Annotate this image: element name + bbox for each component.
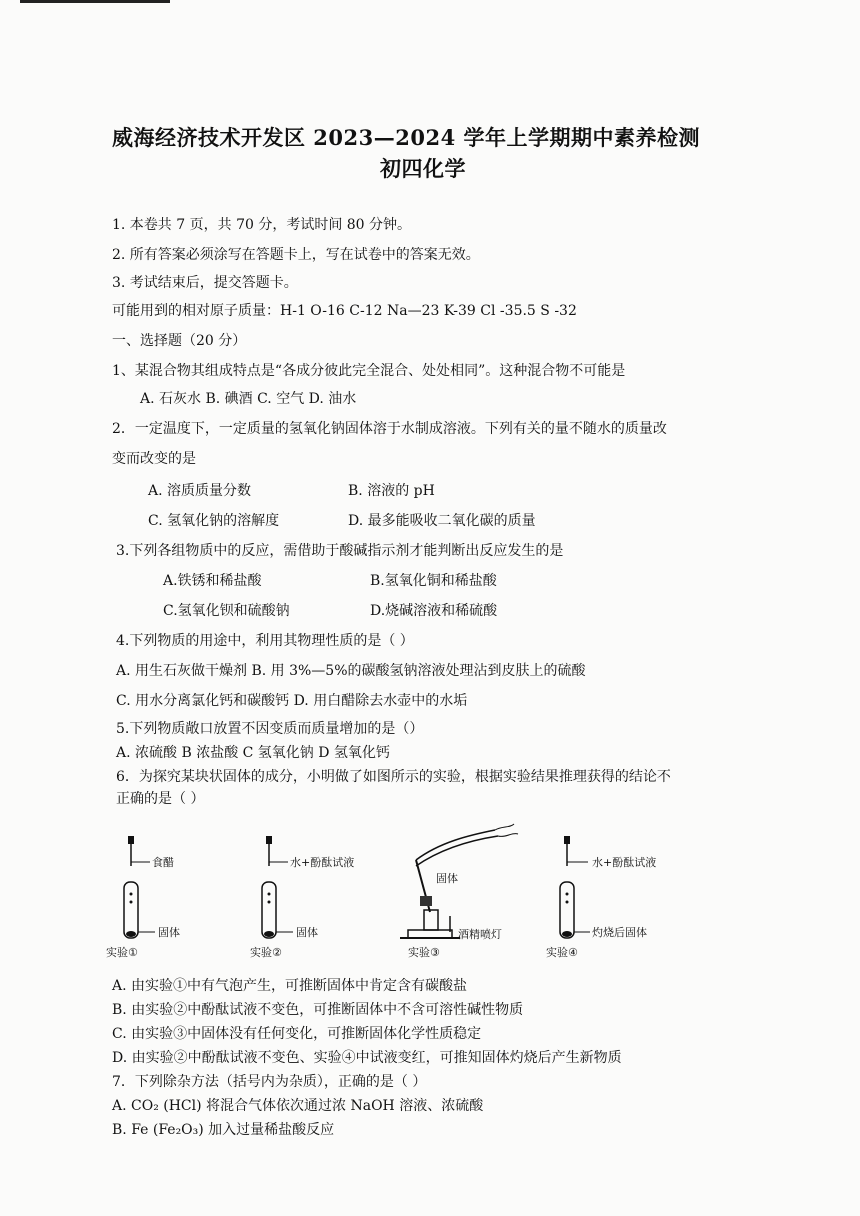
q6-option-a: A. 由实验①中有气泡产生，可推断固体中肯定含有碳酸盐 xyxy=(112,978,468,994)
exp1-reagent-label: 食醋 xyxy=(152,856,174,869)
exp3-solid-label: 固体 xyxy=(436,872,458,885)
q1-options: A. 石灰水 B. 碘酒 C. 空气 D. 油水 xyxy=(140,391,357,407)
q2-option-a: A. 溶质质量分数 xyxy=(148,483,252,499)
q3-option-a: A.铁锈和稀盐酸 xyxy=(163,573,262,589)
q2-stem-2: 变而改变的是 xyxy=(112,451,196,467)
exp3-lamp-label: 酒精喷灯 xyxy=(458,928,502,941)
exp3-caption: 实验③ xyxy=(408,946,440,959)
q5-stem: 5.下列物质敞口放置不因变质而质量增加的是（） xyxy=(116,721,424,737)
q2-option-c: C. 氢氧化钠的溶解度 xyxy=(148,513,280,529)
q7-option-b: B. Fe (Fe₂O₃) 加入过量稀盐酸反应 xyxy=(112,1122,335,1138)
q3-option-c: C.氢氧化钡和硫酸钠 xyxy=(163,603,290,619)
q6-option-d: D. 由实验②中酚酞试液不变色、实验④中试液变红，可推知固体灼烧后产生新物质 xyxy=(112,1050,622,1066)
exp2-solid-label: 固体 xyxy=(296,926,318,939)
q4-options-ab: A. 用生石灰做干燥剂 B. 用 3%—5%的碳酸氢钠溶液处理沾到皮肤上的硫酸 xyxy=(116,663,586,679)
q3-option-b: B.氢氧化铜和稀盐酸 xyxy=(370,573,497,589)
exp2-caption: 实验② xyxy=(250,946,282,959)
q2-stem-1: 2．一定温度下，一定质量的氢氧化钠固体溶于水制成溶液。下列有关的量不随水的质量改 xyxy=(112,421,667,437)
top-edge-mark xyxy=(20,0,170,3)
exp1-solid-label: 固体 xyxy=(158,926,180,939)
q1-stem: 1、某混合物其组成特点是“各成分彼此完全混合、处处相同”。这种混合物不可能是 xyxy=(112,363,626,379)
q2-option-d: D. 最多能吸收二氧化碳的质量 xyxy=(348,513,536,529)
atomic-masses: 可能用到的相对原子质量：H-1 O-16 C-12 Na—23 K-39 Cl -35.5 S -32 xyxy=(112,303,577,319)
q3-stem: 3.下列各组物质中的反应，需借助于酸碱指示剂才能判断出反应发生的是 xyxy=(116,543,564,559)
q5-options: A. 浓硫酸 B 浓盐酸 C 氢氧化钠 D 氢氧化钙 xyxy=(116,745,390,761)
experiment-1-apparatus xyxy=(124,836,155,938)
subject-title: 初四化学 xyxy=(380,156,466,181)
exp4-caption: 实验④ xyxy=(546,946,578,959)
instruction-1: 1. 本卷共 7 页，共 70 分，考试时间 80 分钟。 xyxy=(112,217,412,233)
q6-stem-2: 正确的是（ ） xyxy=(116,791,205,807)
experiment-3-apparatus xyxy=(400,824,518,938)
instruction-2: 2. 所有答案必须涂写在答题卡上，写在试卷中的答案无效。 xyxy=(112,247,480,263)
section-title: 一、选择题（20 分） xyxy=(112,333,247,349)
q4-options-cd: C. 用水分离氯化钙和碳酸钙 D. 用白醋除去水壶中的水垢 xyxy=(116,693,468,709)
q7-option-a: A. CO₂ (HCl) 将混合气体依次通过浓 NaOH 溶液、浓硫酸 xyxy=(112,1098,484,1114)
q6-option-c: C. 由实验③中固体没有任何变化，可推断固体化学性质稳定 xyxy=(112,1026,482,1042)
q4-stem: 4.下列物质的用途中，利用其物理性质的是（ ） xyxy=(116,633,414,649)
exp4-solid-label: 灼烧后固体 xyxy=(592,926,647,939)
exam-title: 威海经济技术开发区 2023—2024 学年上学期期中素养检测 xyxy=(112,125,701,150)
q7-stem: 7．下列除杂方法（括号内为杂质），正确的是（ ） xyxy=(112,1074,427,1090)
exp2-reagent-label: 水+酚酞试液 xyxy=(290,856,355,869)
experiment-figure xyxy=(100,820,720,970)
q6-stem-1: 6．为探究某块状固体的成分，小明做了如图所示的实验，根据实验结果推理获得的结论不 xyxy=(116,769,671,785)
exp4-reagent-label: 水+酚酞试液 xyxy=(592,856,657,869)
exp1-caption: 实验① xyxy=(106,946,138,959)
q3-option-d: D.烧碱溶液和稀硫酸 xyxy=(370,603,498,619)
experiment-4-apparatus xyxy=(560,836,590,938)
experiment-2-apparatus xyxy=(262,836,293,938)
instruction-3: 3. 考试结束后，提交答题卡。 xyxy=(112,275,298,291)
q2-option-b: B. 溶液的 pH xyxy=(348,483,435,499)
q6-option-b: B. 由实验②中酚酞试液不变色，可推断固体中不含可溶性碱性物质 xyxy=(112,1002,524,1018)
